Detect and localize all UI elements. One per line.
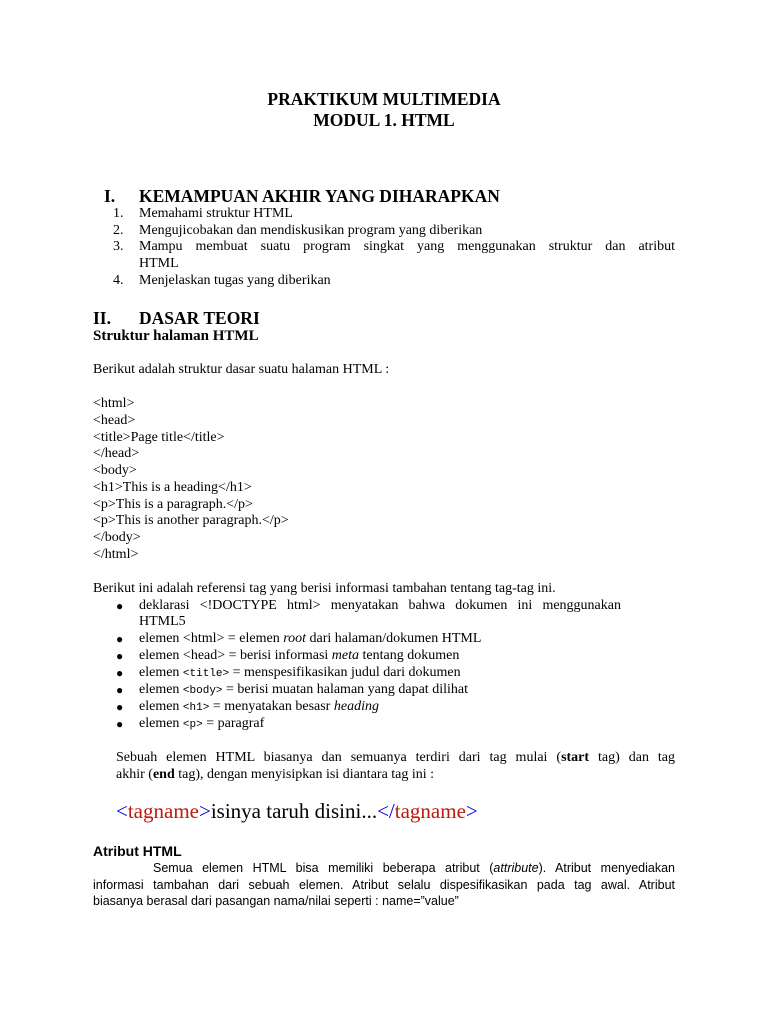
code-line: <head> [93, 413, 136, 428]
tag-bracket: > [198, 799, 211, 823]
tag-bracket: > [465, 799, 478, 823]
atribut-line3: biasanya berasal dari pasangan nama/nilai seperti : name=”value” [93, 894, 459, 908]
bullet-item [139, 699, 675, 715]
bullet-text: tentang dokumen [359, 648, 460, 663]
doc-title-line2: MODUL 1. HTML [313, 110, 455, 130]
paragraph-bold: end [152, 767, 175, 782]
tag-example [116, 799, 478, 824]
bullet-emphasis: heading [333, 699, 379, 714]
list-item-continuation: HTML [139, 256, 179, 271]
code-line: <body> [93, 463, 137, 478]
bullet-item [139, 716, 675, 732]
intro-paragraph: Berikut adalah struktur dasar suatu halaman HTML : [93, 362, 390, 377]
bullet-item [139, 648, 675, 664]
code-line: <html> [93, 396, 135, 411]
bullet-item [139, 631, 675, 647]
tag-bracket: </ [377, 799, 395, 823]
bullet-dot-icon: ● [116, 599, 124, 613]
reference-intro: Berikut ini adalah referensi tag yang berisi informasi tambahan tentang tag-tag ini. [93, 581, 556, 596]
bullet-text: elemen [139, 716, 183, 731]
bullet-text: elemen <head> = berisi informasi [139, 648, 332, 663]
bullet-text: dari halaman/dokumen HTML [306, 631, 482, 646]
code-line: </body> [93, 530, 141, 545]
tag-name: tagname [394, 799, 466, 823]
bullet-text: = berisi muatan halaman yang dapat dilihat [222, 682, 468, 697]
bullet-item [139, 665, 675, 681]
list-number: 1. [113, 206, 124, 221]
paragraph-bold: start [561, 750, 590, 765]
list-item: Mengujicobakan dan mendiskusikan program yang diberikan [139, 223, 483, 238]
bullet-emphasis: meta [331, 648, 360, 663]
list-item: Memahami struktur HTML [139, 206, 293, 221]
list-number: 2. [113, 223, 124, 238]
list-number: 3. [113, 239, 124, 254]
paragraph-text: Sebuah elemen HTML biasanya dan semuanya terdiri dari tag mulai ( [116, 750, 562, 765]
doc-title-line1: PRAKTIKUM MULTIMEDIA [267, 89, 501, 109]
element-paragraph-line1 [116, 750, 675, 766]
bullet-emphasis: root [283, 631, 307, 646]
bullet-text: = menspesifikasikan judul dari dokumen [229, 665, 461, 680]
atribut-line2: informasi tambahan dari sebuah elemen. Atribut selalu dispesifikasikan pada tag awal. Atribut [93, 878, 675, 892]
bullet-code: <h1> [182, 702, 210, 714]
bullet-item: deklarasi <!DOCTYPE html> menyatakan bahwa dokumen ini menggunakan [139, 598, 621, 613]
code-line: <p>This is a paragraph.</p> [93, 497, 253, 512]
list-number: 4. [113, 273, 124, 288]
list-item: Mampu membuat suatu program singkat yang menggunakan struktur dan atribut [139, 239, 675, 254]
list-item: Menjelaskan tugas yang diberikan [139, 273, 331, 288]
bullet-item [139, 682, 675, 698]
element-paragraph-line2 [116, 767, 675, 783]
bullet-text: elemen <html> = elemen [139, 631, 284, 646]
paragraph-text: Semua elemen HTML bisa memiliki beberapa atribut ( [153, 861, 494, 875]
paragraph-emphasis: attribute [493, 861, 539, 875]
tag-name: tagname [127, 799, 199, 823]
bullet-text: elemen [139, 682, 183, 697]
bullet-text: elemen [139, 699, 183, 714]
code-line: <p>This is another paragraph.</p> [93, 513, 289, 528]
bullet-dot-icon: ● [116, 683, 124, 697]
code-line: <h1>This is a heading</h1> [93, 480, 252, 495]
paragraph-text: tag) dan tag [589, 750, 675, 765]
code-line: </html> [93, 547, 139, 562]
bullet-text: = paragraf [202, 716, 265, 731]
section2-heading: DASAR TEORI [139, 308, 260, 328]
section1-number: I. [104, 186, 116, 206]
bullet-code: <title> [182, 668, 230, 680]
code-line: </head> [93, 446, 140, 461]
bullet-dot-icon: ● [116, 649, 124, 663]
bullet-code: <p> [182, 719, 203, 731]
bullet-item-continuation: HTML5 [139, 614, 186, 629]
bullet-dot-icon: ● [116, 700, 124, 714]
paragraph-text: ). Atribut menyediakan [538, 861, 676, 875]
paragraph-text: tag), dengan menyisipkan isi diantara tag ini : [174, 767, 435, 782]
bullet-text: elemen [139, 665, 183, 680]
bullet-text: = menyatakan besasr [209, 699, 334, 714]
section2-number: II. [93, 308, 111, 328]
atribut-heading: Atribut HTML [93, 843, 182, 859]
atribut-line1 [93, 861, 675, 875]
tag-bracket: < [116, 799, 128, 823]
bullet-dot-icon: ● [116, 666, 124, 680]
section2-subheading: Struktur halaman HTML [93, 328, 259, 344]
bullet-code: <body> [182, 685, 223, 697]
bullet-dot-icon: ● [116, 632, 124, 646]
paragraph-text: akhir ( [116, 767, 153, 782]
tag-content: isinya taruh disini... [210, 799, 378, 823]
bullet-dot-icon: ● [116, 717, 124, 731]
code-line: <title>Page title</title> [93, 430, 225, 445]
section1-heading: KEMAMPUAN AKHIR YANG DIHARAPKAN [139, 186, 500, 206]
